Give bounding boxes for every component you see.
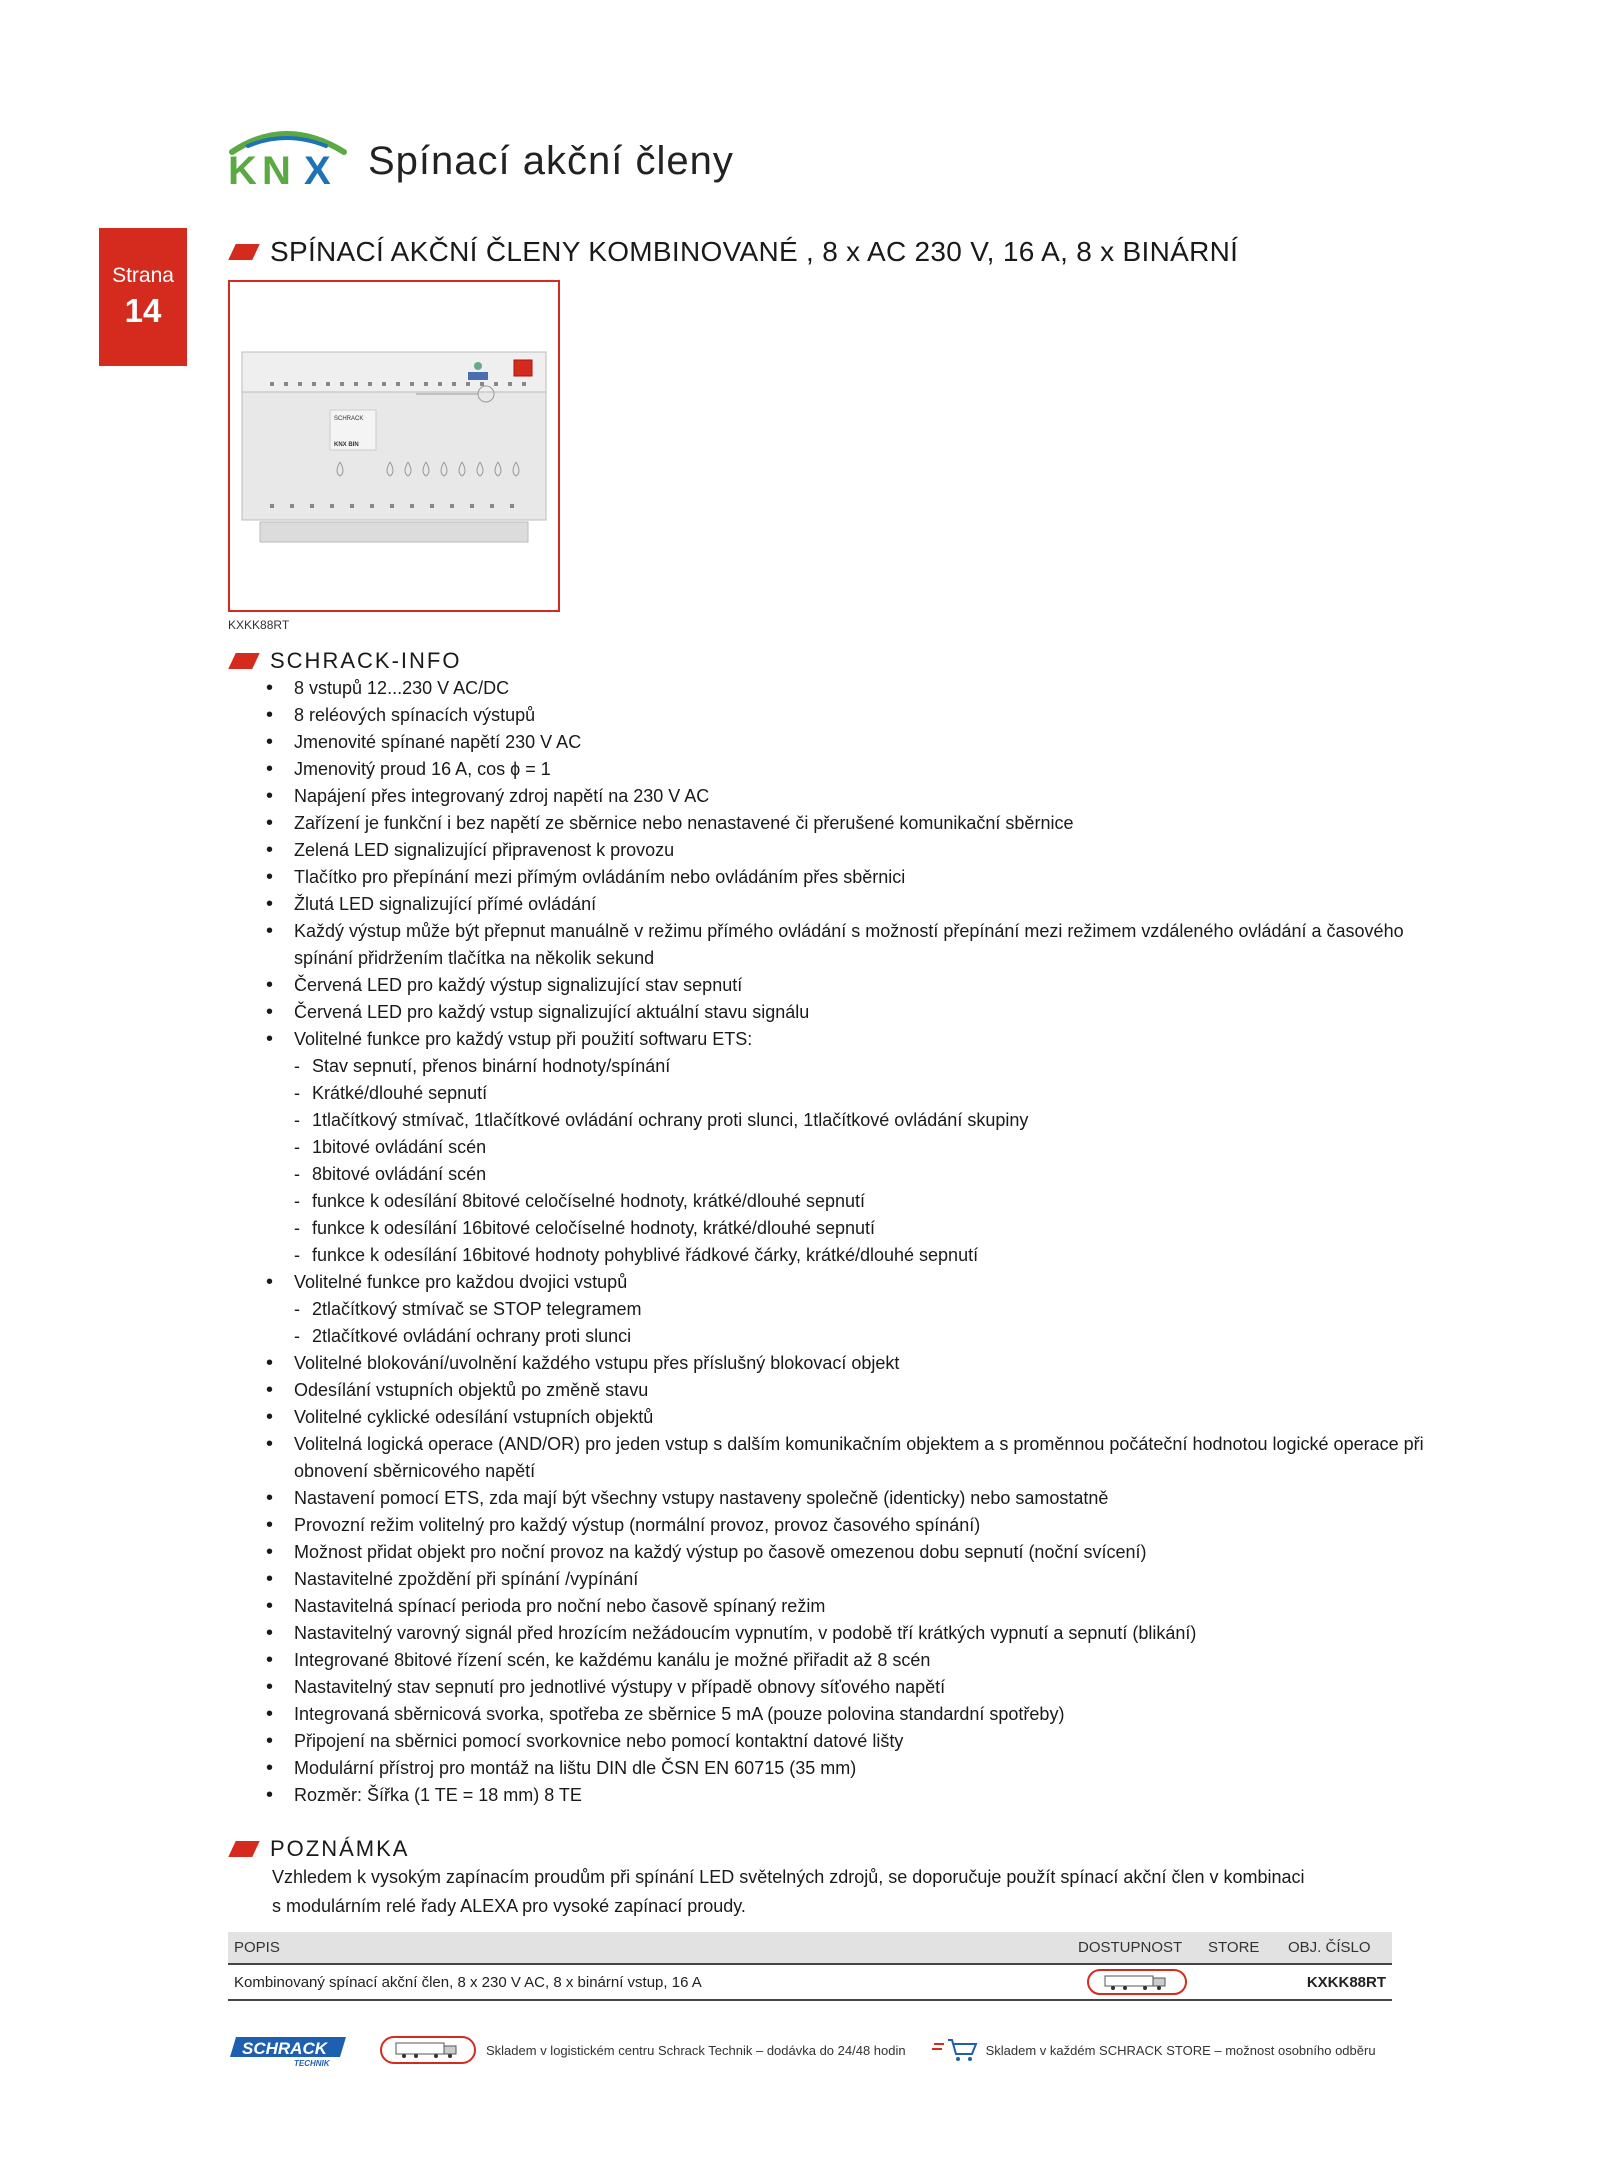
page-tab-label: Strana	[112, 264, 174, 287]
list-item: • Žlutá LED signalizující přímé ovládání	[264, 891, 1424, 918]
note-text	[272, 1863, 1412, 1921]
truck-icon	[380, 2036, 476, 2064]
logo-subtext: TECHNIK	[294, 2059, 330, 2067]
sub-list-input	[294, 1053, 1424, 1269]
sub-list-item: - 2tlačítkový stmívač se STOP telegramem	[294, 1296, 1424, 1323]
header-availability: DOSTUPNOST	[1078, 1939, 1183, 1956]
list-item-text: Volitelné funkce pro každou dvojici vstupů	[294, 1272, 628, 1292]
note-marker-icon	[228, 1841, 259, 1857]
sub-list-item: - 2tlačítkové ovládání ochrany proti slunci	[294, 1323, 1424, 1350]
info-marker-icon	[228, 653, 259, 669]
sub-list-item: - 8bitové ovládání scén	[294, 1161, 1424, 1188]
note-heading	[232, 1836, 409, 1862]
list-item: • Červená LED pro každý vstup signalizující aktuální stavu signálu	[264, 999, 1424, 1026]
list-item: • Zařízení je funkční i bez napětí ze sběrnice nebo nenastavené či přerušené komunikační sběrnice	[264, 810, 1424, 837]
page-tab-number: 14	[124, 292, 162, 329]
note-line: s modulárním relé řady ALEXA pro vysoké zapínací proudy.	[272, 1896, 746, 1916]
sub-list-item: - Krátké/dlouhé sepnutí	[294, 1080, 1424, 1107]
list-item: • Volitelná logická operace (AND/OR) pro jeden vstup s dalším komunikačním objektem a s proměnnou počáteční hodnotou logické operace při obnovení sběrnicového napětí	[264, 1431, 1424, 1485]
device-brand-label: SCHRACK	[334, 416, 364, 422]
list-item: • Modulární přístroj pro montáž na lištu DIN dle ČSN EN 60715 (35 mm)	[264, 1755, 1424, 1782]
svg-text:X: X	[304, 149, 331, 188]
feature-list	[264, 675, 1424, 1809]
header-description: POPIS	[234, 1939, 280, 1956]
note-heading-text: POZNÁMKA	[270, 1836, 410, 1861]
list-item-text: Volitelné funkce pro každý vstup při použití softwaru ETS:	[294, 1029, 753, 1049]
list-item-with-sublist	[264, 1026, 1424, 1269]
sub-list-item: - 1bitové ovládání scén	[294, 1134, 1424, 1161]
page-footer	[228, 2030, 1408, 2070]
list-item: • Volitelné blokování/uvolnění každého vstupu přes příslušný blokovací objekt	[264, 1350, 1424, 1377]
cell-availability	[1072, 1964, 1202, 2000]
list-item: • Volitelné cyklické odesílání vstupních objektů	[264, 1404, 1424, 1431]
list-item-with-sublist	[264, 1269, 1424, 1350]
page-number-tab	[99, 228, 187, 366]
note-line: Vzhledem k vysokým zapínacím proudům při spínání LED světelných zdrojů, se doporučuje použít spínací akční člen v kombinaci	[272, 1867, 1305, 1887]
sub-list-pair	[294, 1296, 1424, 1350]
sub-list-item: - Stav sepnutí, přenos binární hodnoty/spínání	[294, 1053, 1424, 1080]
list-item: • Nastavitelné zpoždění při spínání /vypínání	[264, 1566, 1424, 1593]
footer-delivery-text: Skladem v logistickém centru Schrack Technik – dodávka do 24/48 hodin	[486, 2042, 906, 2058]
info-heading	[232, 648, 461, 674]
footer-store-text: Skladem v každém SCHRACK STORE – možnost osobního odběru	[985, 2042, 1376, 2058]
table-header-row	[228, 1932, 1392, 1964]
list-item: • Provozní režim volitelný pro každý výstup (normální provoz, provoz časového spínání)	[264, 1512, 1424, 1539]
list-item: • Nastavitelná spínací perioda pro noční nebo časově spínaný režim	[264, 1593, 1424, 1620]
list-item: • Integrovaná sběrnicová svorka, spotřeba ze sběrnice 5 mA (pouze polovina standardní spotřeby)	[264, 1701, 1424, 1728]
cell-store	[1202, 1964, 1282, 2000]
schrack-logo	[228, 2033, 350, 2067]
section-title-text: SPÍNACÍ AKČNÍ ČLENY KOMBINOVANÉ , 8 x AC 230 V, 16 A, 8 x BINÁRNÍ	[270, 236, 1239, 267]
sub-list-item: - funkce k odesílání 16bitové hodnoty pohyblivé řádkové čárky, krátké/dlouhé sepnutí	[294, 1242, 1424, 1269]
page-header	[226, 118, 734, 188]
sub-list-item: - funkce k odesílání 16bitové celočíselné hodnoty, krátké/dlouhé sepnutí	[294, 1215, 1424, 1242]
list-item: • Rozměr: Šířka (1 TE = 18 mm) 8 TE	[264, 1782, 1424, 1809]
info-heading-text: SCHRACK-INFO	[270, 648, 462, 673]
sub-list-item: - 1tlačítkový stmívač, 1tlačítkové ovládání ochrany proti slunci, 1tlačítkové ovládání skupiny	[294, 1107, 1424, 1134]
shopping-cart-icon	[930, 2036, 980, 2064]
header-order-number: OBJ. ČÍSLO	[1288, 1939, 1371, 1956]
product-image-caption: KXKK88RT	[228, 618, 290, 632]
cell-description: Kombinovaný spínací akční člen, 8 x 230 V AC, 8 x binární vstup, 16 A	[228, 1964, 1072, 2000]
list-item: • Připojení na sběrnici pomocí svorkovnice nebo pomocí kontaktní datové lišty	[264, 1728, 1424, 1755]
knx-logo	[226, 122, 350, 188]
table-row	[228, 1964, 1392, 2000]
list-item: • Červená LED pro každý výstup signalizující stav sepnutí	[264, 972, 1424, 999]
sub-list-item: - funkce k odesílání 8bitové celočíselné hodnoty, krátké/dlouhé sepnutí	[294, 1188, 1424, 1215]
section-marker-icon	[228, 244, 259, 260]
list-item: • Napájení přes integrovaný zdroj napětí na 230 V AC	[264, 783, 1424, 810]
list-item: • Nastavitelný stav sepnutí pro jednotlivé výstupy v případě obnovy síťového napětí	[264, 1674, 1424, 1701]
page-title: Spínací akční členy	[368, 139, 734, 183]
truck-icon	[1087, 1969, 1187, 1995]
product-image-frame	[228, 280, 560, 612]
cell-order-number: KXKK88RT	[1282, 1964, 1392, 2000]
list-item: • Jmenovitý proud 16 A, cos ϕ = 1	[264, 756, 1424, 783]
section-title	[232, 236, 1238, 268]
list-item: • Každý výstup může být přepnut manuálně v režimu přímého ovládání s možností přepínání mezi režimem vzdáleného ovládání a časového spínání přidržením tlačítka na několik sekund	[264, 918, 1424, 972]
list-item: • Nastavitelný varovný signál před hrozícím nežádoucím vypnutím, v podobě tří krátkých vypnutí a sepnutí (blikání)	[264, 1620, 1424, 1647]
header-store: STORE	[1208, 1939, 1260, 1956]
list-item: • Tlačítko pro přepínání mezi přímým ovládáním nebo ovládáním přes sběrnici	[264, 864, 1424, 891]
list-item: • Možnost přidat objekt pro noční provoz na každý výstup po časově omezenou dobu sepnutí (noční svícení)	[264, 1539, 1424, 1566]
logo-text: SCHRACK	[242, 2039, 327, 2058]
svg-text:K: K	[228, 149, 257, 188]
list-item: • 8 vstupů 12...230 V AC/DC	[264, 675, 1424, 702]
list-item: • 8 reléových spínacích výstupů	[264, 702, 1424, 729]
list-item: • Nastavení pomocí ETS, zda mají být všechny vstupy nastaveny společně (identicky) nebo samostatně	[264, 1485, 1424, 1512]
device-model-label: KNX BIN	[334, 442, 359, 448]
product-device-image	[230, 282, 558, 610]
product-table	[228, 1932, 1392, 2001]
list-item: • Odesílání vstupních objektů po změně stavu	[264, 1377, 1424, 1404]
list-item: • Jmenovité spínané napětí 230 V AC	[264, 729, 1424, 756]
list-item: • Integrované 8bitové řízení scén, ke každému kanálu je možné přiřadit až 8 scén	[264, 1647, 1424, 1674]
svg-text:N: N	[262, 149, 291, 188]
list-item: • Zelená LED signalizující připravenost k provozu	[264, 837, 1424, 864]
